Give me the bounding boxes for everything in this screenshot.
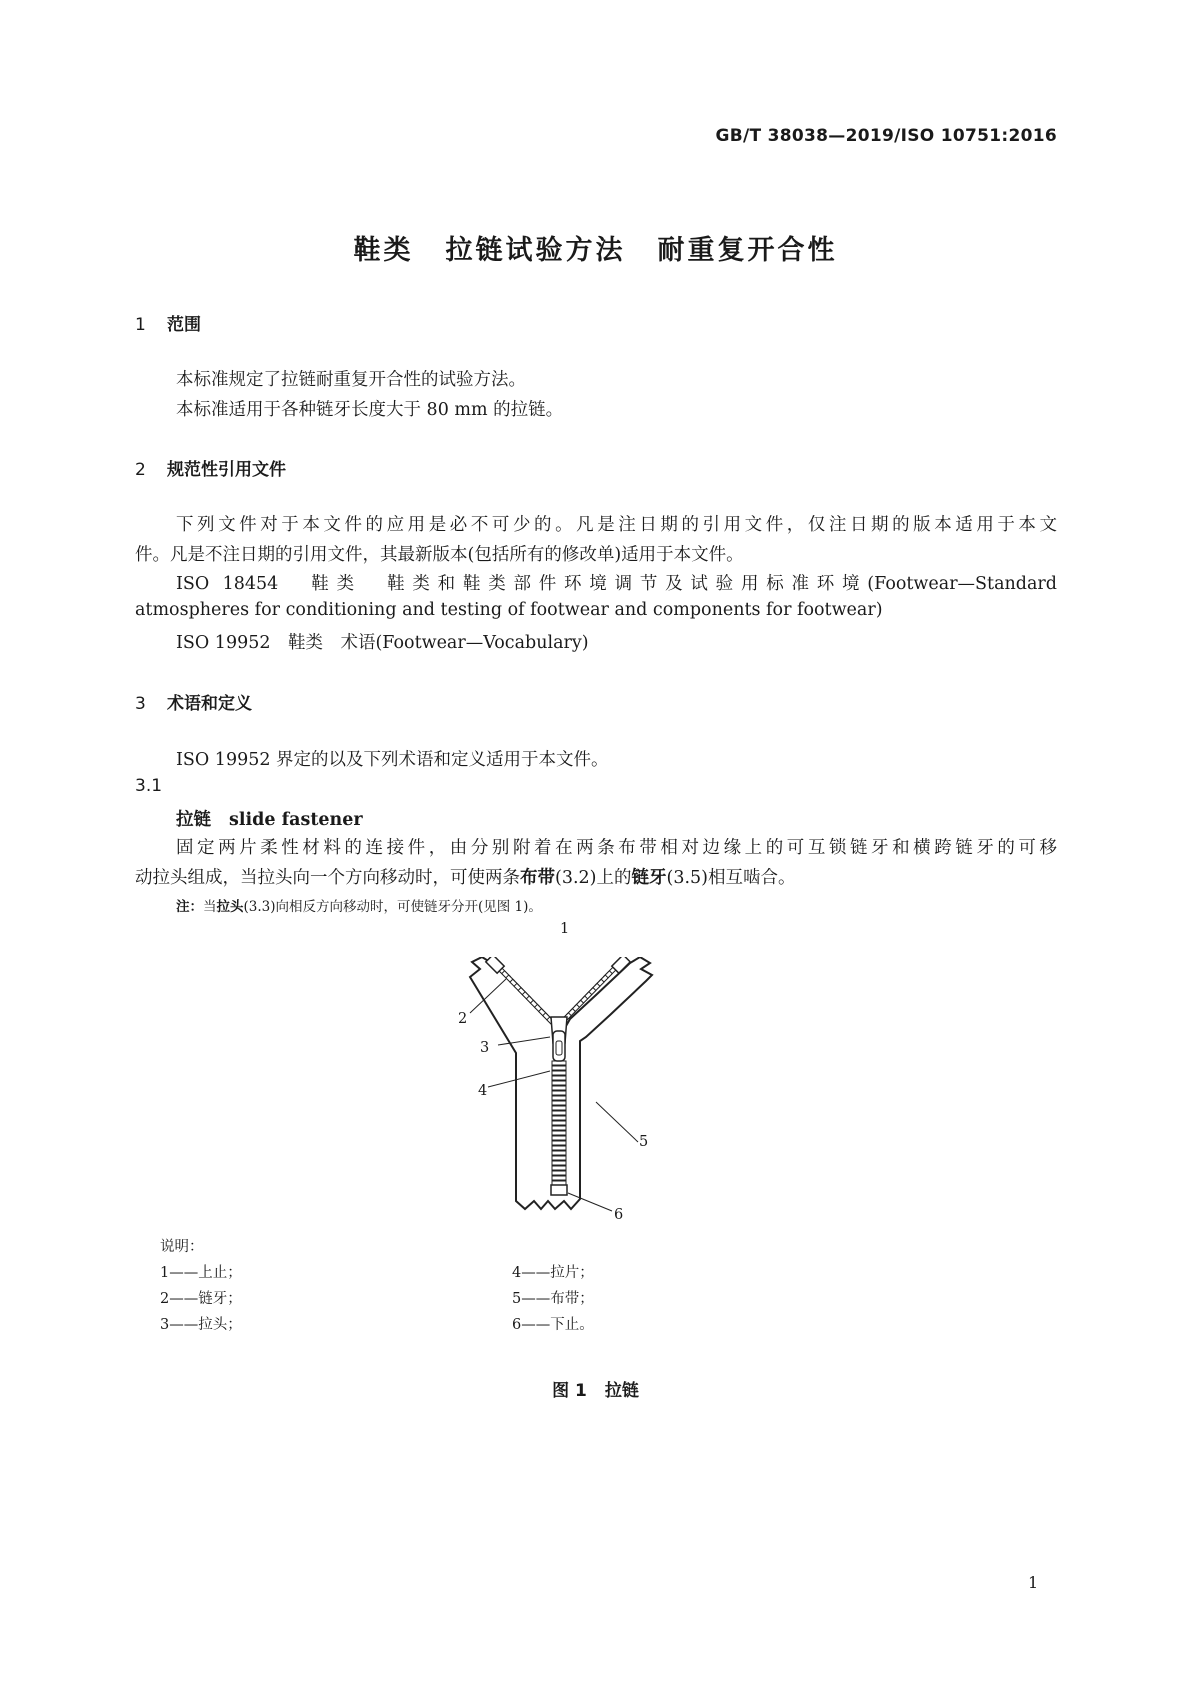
legend-item: 2——链牙； (160, 1291, 242, 1307)
callout-2: 2 (458, 1011, 468, 1027)
zipper-figure (468, 957, 688, 1227)
zipper-tooth (552, 1136, 566, 1140)
section-1-heading (135, 310, 201, 335)
callout-3: 3 (480, 1040, 490, 1056)
callout-5: 5 (639, 1134, 649, 1150)
zipper-tooth (552, 1151, 566, 1155)
note-text: 当 (203, 899, 217, 915)
legend-title: 说明： (160, 1239, 204, 1255)
section-number: 2 (135, 460, 146, 480)
section-title: 范围 (167, 315, 201, 335)
zipper-tooth (552, 1081, 566, 1085)
zipper-tooth (552, 1166, 566, 1170)
term-note (176, 895, 542, 915)
bottom-stop (551, 1185, 567, 1195)
reference-iso-18454-cont: atmospheres for conditioning and testing of footwear and components for footwear) (135, 600, 883, 620)
term-definition-line (135, 864, 796, 889)
title-part-1: 鞋类 (353, 235, 414, 266)
zipper-tooth (552, 1131, 566, 1135)
zipper-tooth (552, 1126, 566, 1130)
callout-6: 6 (614, 1207, 624, 1223)
figure-caption (0, 1376, 1191, 1401)
zipper-tooth (552, 1106, 566, 1110)
cross-ref-term: 布带 (520, 868, 555, 888)
legend-item: 5——布带； (512, 1291, 594, 1307)
term-definition-line: 固定两片柔性材料的连接件，由分别附着在两条布带相对边缘上的可互锁链牙和横跨链牙的可移 (176, 838, 1057, 858)
figure-title: 拉链 (604, 1381, 639, 1401)
section-3-heading (135, 689, 252, 714)
note-text: (3.3)向相反方向移动时，可使链牙分开(见图 1)。 (243, 899, 542, 915)
def-text: 动拉头组成，当拉头向一个方向移动时，可使两条 (135, 868, 520, 888)
section-number: 3 (135, 694, 146, 714)
zipper-tooth (552, 1156, 566, 1160)
callout-1: 1 (560, 921, 570, 937)
zipper-tooth (552, 1121, 566, 1125)
zipper-tooth (552, 1111, 566, 1115)
section-2-heading (135, 455, 286, 480)
zipper-tooth (552, 1101, 566, 1105)
zipper-tooth (552, 1161, 566, 1165)
reference-iso-19952: ISO 19952 鞋类 术语(Footwear—Vocabulary) (176, 633, 589, 653)
section-title: 规范性引用文件 (167, 460, 286, 480)
page-number: 1 (1028, 1573, 1039, 1592)
paragraph-line: 件。凡是不注日期的引用文件，其最新版本(包括所有的修改单)适用于本文件。 (135, 545, 744, 565)
legend-item: 6——下止。 (512, 1317, 594, 1333)
paragraph: ISO 19952 界定的以及下列术语和定义适用于本文件。 (176, 750, 609, 770)
def-text: (3.5)相互啮合。 (666, 868, 796, 888)
cross-ref-term: 拉头 (216, 899, 244, 915)
paragraph: 本标准规定了拉链耐重复开合性的试验方法。 (176, 370, 526, 390)
legend-item: 1——上止； (160, 1265, 242, 1281)
section-number: 1 (135, 315, 146, 335)
zipper-tooth (552, 1066, 566, 1070)
document-title (0, 228, 1191, 267)
title-part-3: 耐重复开合性 (657, 235, 838, 266)
zipper-tooth (552, 1091, 566, 1095)
legend-item: 4——拉片； (512, 1265, 594, 1281)
title-part-2: 拉链试验方法 (445, 235, 626, 266)
figure-number: 图 1 (552, 1381, 587, 1401)
zipper-tooth (552, 1096, 566, 1100)
zipper-tooth (552, 1176, 566, 1180)
zipper-tooth (552, 1086, 566, 1090)
def-text: (3.2)上的 (555, 868, 632, 888)
reference-iso-18454: ISO 18454 鞋类 鞋类和鞋类部件环境调节及试验用标准环境(Footwear—Standard (176, 574, 1057, 594)
legend-item: 3——拉头； (160, 1317, 242, 1333)
zipper-tooth (552, 1116, 566, 1120)
standard-number: GB/T 38038—2019/ISO 10751:2016 (715, 126, 1057, 146)
term-name-zh: 拉链 (176, 810, 211, 830)
zipper-tooth (552, 1076, 566, 1080)
term-number: 3.1 (135, 776, 163, 796)
zipper-tooth (552, 1146, 566, 1150)
section-title: 术语和定义 (167, 694, 252, 714)
zipper-tooth (552, 1141, 566, 1145)
term-title (176, 806, 363, 831)
term-name-en: slide fastener (229, 810, 363, 830)
paragraph: 本标准适用于各种链牙长度大于 80 mm 的拉链。 (176, 400, 564, 420)
paragraph-line: 下列文件对于本文件的应用是必不可少的。凡是注日期的引用文件，仅注日期的版本适用于本文 (176, 515, 1057, 535)
zipper-tooth (552, 1071, 566, 1075)
zipper-tooth (552, 1171, 566, 1175)
cross-ref-term: 链牙 (631, 868, 667, 888)
note-label: 注： (176, 899, 203, 915)
callout-4: 4 (478, 1083, 488, 1099)
